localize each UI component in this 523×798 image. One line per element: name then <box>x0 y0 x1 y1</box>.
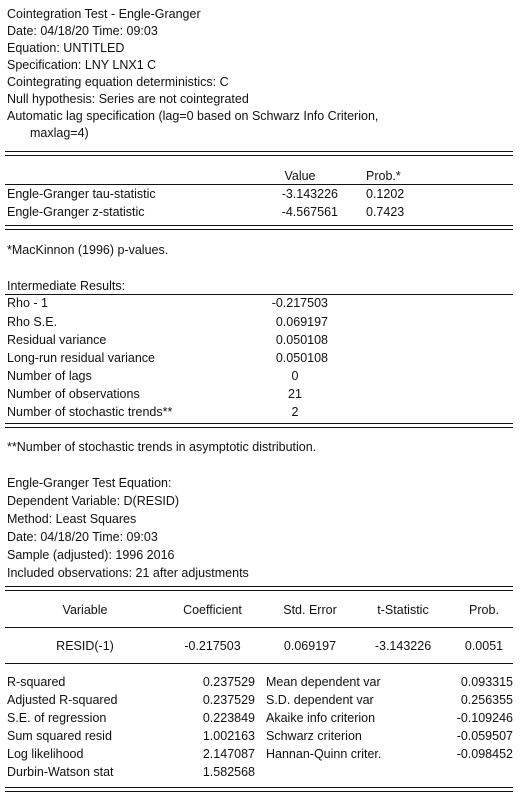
output-deterministics: Cointegrating equation deterministics: C <box>7 75 229 89</box>
equation-sample: Sample (adjusted): 1996 2016 <box>7 548 175 562</box>
stat-value: 0.237529 <box>202 693 255 707</box>
pvalue-footnote: *MacKinnon (1996) p-values. <box>7 243 169 257</box>
output-date: Date: 04/18/20 Time: 09:03 <box>7 24 158 38</box>
intermediate-title: Intermediate Results: <box>7 279 126 293</box>
stat-label: S.D. dependent var <box>266 693 374 707</box>
intermediate-value: 2 <box>291 405 299 419</box>
test-prob: 0.1202 <box>366 187 405 201</box>
intermediate-label: Residual variance <box>7 333 107 347</box>
stat-label: Akaike info criterion <box>266 711 376 725</box>
stat-label: Hannan-Quinn criter. <box>266 747 382 761</box>
output-null-hypothesis: Null hypothesis: Series are not cointegrated <box>7 92 249 106</box>
coef-std-error: 0.069197 <box>283 639 337 653</box>
output-lag-spec-cont: maxlag=4) <box>30 126 89 140</box>
output-specification: Specification: LNY LNX1 C <box>7 58 157 72</box>
stat-value: 1.002163 <box>202 729 255 743</box>
intermediate-value: 0.050108 <box>275 333 328 347</box>
col-header-coefficient: Coefficient <box>183 603 242 617</box>
test-prob: 0.7423 <box>366 205 405 219</box>
stat-label: Schwarz criterion <box>266 729 362 743</box>
output-title: Cointegration Test - Engle-Granger <box>7 7 201 21</box>
stat-label: R-squared <box>7 675 66 689</box>
stat-value: 0.093315 <box>460 675 513 689</box>
dependent-variable: Dependent Variable: D(RESID) <box>7 494 180 508</box>
coef-variable: RESID(-1) <box>56 639 114 653</box>
coef-prob: 0.0051 <box>464 639 504 653</box>
table-rule <box>5 151 513 156</box>
table-rule <box>5 586 513 591</box>
stat-value: 1.582568 <box>202 765 255 779</box>
stat-value: -0.109246 <box>456 711 513 725</box>
trends-footnote: **Number of stochastic trends in asymptotic distribution. <box>7 440 317 454</box>
table-rule <box>5 423 513 428</box>
test-label: Engle-Granger tau-statistic <box>7 187 156 201</box>
stat-label: S.E. of regression <box>7 711 107 725</box>
intermediate-value: -0.217503 <box>271 296 328 310</box>
test-label: Engle-Granger z-statistic <box>7 205 145 219</box>
col-header-prob: Prob.* <box>366 169 401 183</box>
intermediate-label: Number of lags <box>7 369 92 383</box>
stat-value: -0.059507 <box>456 729 513 743</box>
intermediate-label: Number of stochastic trends** <box>7 405 173 419</box>
stat-label: Adjusted R-squared <box>7 693 118 707</box>
table-rule <box>5 294 513 295</box>
test-value: -4.567561 <box>281 205 338 219</box>
col-header-variable: Variable <box>62 603 108 617</box>
table-rule <box>5 787 513 792</box>
equation-observations: Included observations: 21 after adjustments <box>7 566 249 580</box>
intermediate-label: Long-run residual variance <box>7 351 156 365</box>
stat-value: -0.098452 <box>456 747 513 761</box>
stat-value: 0.237529 <box>202 675 255 689</box>
col-header-t-statistic: t-Statistic <box>377 603 429 617</box>
test-value: -3.143226 <box>281 187 338 201</box>
stat-label: Sum squared resid <box>7 729 112 743</box>
intermediate-label: Rho - 1 <box>7 296 48 310</box>
equation-date: Date: 04/18/20 Time: 09:03 <box>7 530 158 544</box>
stat-label: Mean dependent var <box>266 675 381 689</box>
table-rule <box>5 184 513 185</box>
stat-value: 0.256355 <box>460 693 513 707</box>
estimation-method: Method: Least Squares <box>7 512 137 526</box>
stat-value: 0.223849 <box>202 711 255 725</box>
intermediate-value: 0.050108 <box>275 351 328 365</box>
table-rule <box>5 225 513 230</box>
coef-value: -0.217503 <box>184 639 241 653</box>
intermediate-value: 0.069197 <box>275 315 328 329</box>
intermediate-value: 21 <box>288 387 302 401</box>
stat-value: 2.147087 <box>202 747 255 761</box>
col-header-prob: Prob. <box>469 603 499 617</box>
output-equation: Equation: UNTITLED <box>7 41 125 55</box>
coef-t-statistic: -3.143226 <box>374 639 432 653</box>
stat-label: Durbin-Watson stat <box>7 765 114 779</box>
table-rule <box>5 663 513 664</box>
col-header-value: Value <box>284 169 316 183</box>
intermediate-value: 0 <box>291 369 299 383</box>
output-lag-spec: Automatic lag specification (lag=0 based on Schwarz Info Criterion, <box>7 109 379 123</box>
intermediate-label: Number of observations <box>7 387 140 401</box>
table-rule <box>5 627 513 628</box>
intermediate-label: Rho S.E. <box>7 315 58 329</box>
stat-label: Log likelihood <box>7 747 84 761</box>
test-equation-title: Engle-Granger Test Equation: <box>7 476 172 490</box>
col-header-std-error: Std. Error <box>283 603 337 617</box>
